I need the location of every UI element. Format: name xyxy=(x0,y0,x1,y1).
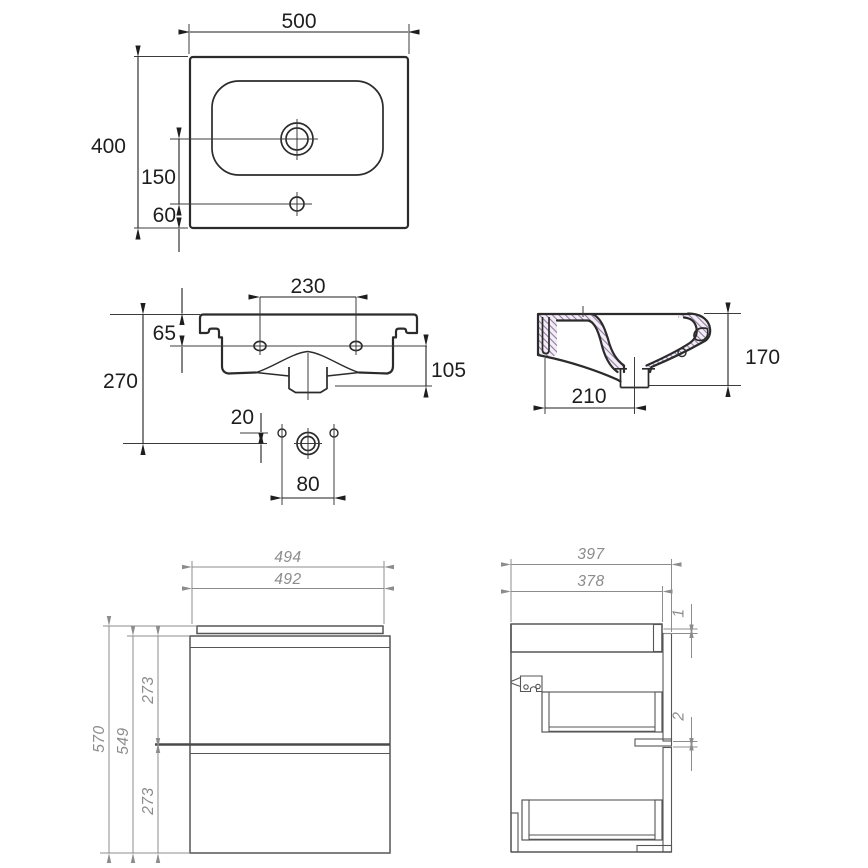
basin-outer-edge xyxy=(190,57,408,228)
dim-drawer-gap: 2 xyxy=(670,711,688,721)
dim-side-height: 170 xyxy=(745,346,781,369)
lower-drawer-back-section xyxy=(655,800,662,840)
cabinet-side-view xyxy=(511,546,698,852)
dim-drain-to-overflow: 150 xyxy=(140,166,176,189)
soft-close-damper xyxy=(521,676,543,692)
dim-rim-to-drain: 270 xyxy=(102,370,138,393)
bottom-rail-section xyxy=(637,846,672,853)
dim-back-to-drain: 210 xyxy=(571,385,607,408)
dim-bolt-offset: 20 xyxy=(230,406,254,429)
dim-cabinet-top-width: 494 xyxy=(274,549,302,566)
dim-cabinet-carcass-depth: 378 xyxy=(577,573,605,590)
basin-top-view xyxy=(91,10,409,252)
cabinet-top-box xyxy=(511,624,662,652)
dim-basin-width: 500 xyxy=(281,10,317,33)
dim-tap-holes-to-bottom: 105 xyxy=(431,359,467,382)
dim-cabinet-total-height: 570 xyxy=(91,725,108,753)
dim-lower-drawer-height: 273 xyxy=(140,787,157,815)
mid-rail-section xyxy=(635,739,672,746)
basin-side-view xyxy=(538,306,780,414)
front-bottom-panel-section xyxy=(511,813,518,852)
centerlines xyxy=(134,24,409,228)
damper-screw-right xyxy=(536,684,540,688)
lower-drawer-front-section xyxy=(522,800,529,840)
side-outline xyxy=(538,314,710,382)
cabinet-top-strip xyxy=(197,626,383,634)
upper-drawer-back-section xyxy=(655,692,662,732)
dim-top-gap: 1 xyxy=(670,608,688,618)
upper-drawer-box xyxy=(542,692,662,732)
dim-upper-drawer-height: 273 xyxy=(140,676,157,704)
basin-front-view xyxy=(103,275,466,505)
drawer-front-lines xyxy=(190,648,390,754)
top-box-back-rail-section xyxy=(654,625,663,652)
dim-cabinet-carcass-height: 549 xyxy=(115,727,132,755)
cabinet-front-view xyxy=(91,549,390,853)
dim-rim-to-tap-holes: 65 xyxy=(152,322,176,345)
upper-drawer-front-section xyxy=(542,692,549,732)
damper-screw-left xyxy=(524,685,528,689)
dim-basin-depth: 400 xyxy=(90,135,126,158)
back-panel-lower-section xyxy=(663,748,672,853)
lower-drawer-box xyxy=(522,800,662,840)
dim-overflow-to-edge: 60 xyxy=(152,204,176,227)
dim-bolt-spacing: 80 xyxy=(296,473,320,496)
dim-tap-hole-spacing: 230 xyxy=(290,275,326,298)
damper-bracket xyxy=(511,678,521,687)
lower-drawer-bottom-panel xyxy=(529,835,655,839)
back-panel-upper-section xyxy=(663,634,672,742)
upper-drawer-bottom-panel xyxy=(549,727,655,731)
dim-cabinet-top-depth: 397 xyxy=(577,546,605,563)
dim-cabinet-carcass-width: 492 xyxy=(274,571,302,588)
section-hatch-back-wall xyxy=(538,314,624,372)
